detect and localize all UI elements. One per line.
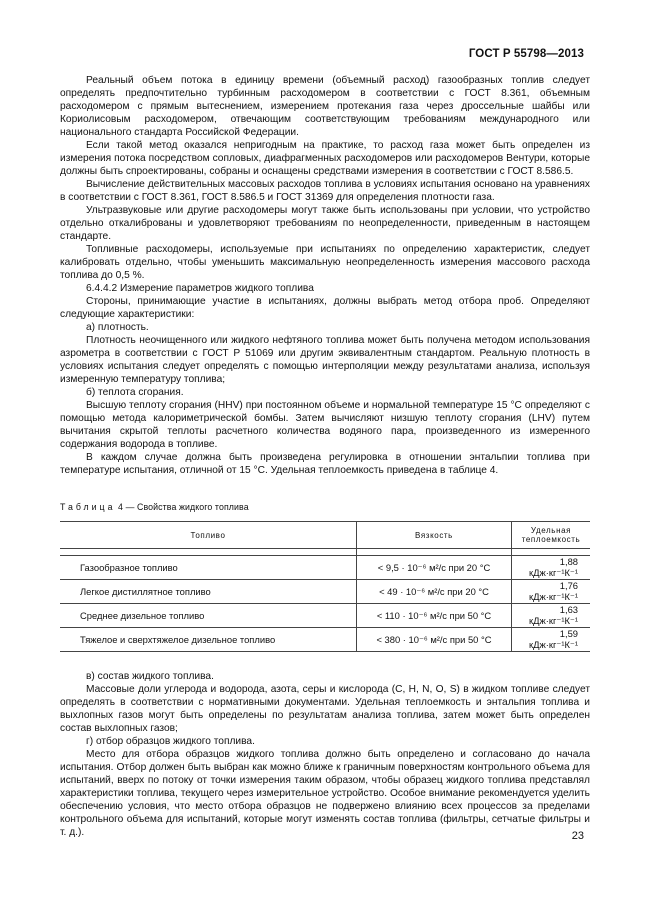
cell-heat-capacity: 1,59 кДж·кг⁻¹К⁻¹ [512,628,591,652]
table-caption [60,502,590,512]
cell-viscosity: < 9,5 · 10⁻⁶ м²/с при 20 °С [357,556,512,580]
cell-heat-capacity: 1,76 кДж·кг⁻¹К⁻¹ [512,580,591,604]
table-header-row [60,522,590,549]
paragraph: Стороны, принимающие участие в испытаниях, должны выбрать метод отбора проб. Определяют следующие характеристики: [60,296,590,320]
cell-viscosity: < 380 · 10⁻⁶ м²/с при 50 °С [357,628,512,652]
cell-viscosity: < 110 · 10⁻⁶ м²/с при 50 °С [357,604,512,628]
column-header-heat-capacity: Удельная теплоемкость [512,522,591,549]
cell-heat-capacity: 1,88 кДж·кг⁻¹К⁻¹ [512,556,591,580]
section-heading: 6.4.4.2 Измерение параметров жидкого топлива [86,283,314,294]
paragraph: Топливные расходомеры, используемые при испытаниях по определению характеристик, следует калибровать отдельно, чтобы уменьшить максимальную неопределенность измерения массового расхода топлива до 0,5 %. [60,244,590,281]
table-row [60,604,590,628]
paragraph: Массовые доли углерода и водорода, азота, серы и кислорода (C, H, N, O, S) в жидком топливе следует определять в соответствии с нормативными документами. Удельная теплоемкость и энтальпия топлива и выхлопных газов могут быть определены по результатам анализа топлива, затем может быть определен состав выхлопных газов; [60,684,590,734]
fuel-properties-table [60,521,590,652]
paragraph: Вычисление действительных массовых расходов топлива в условиях испытания основано на уравнениях в соответствии с ГОСТ 8.361, ГОСТ 8.586.5 и ГОСТ 31369 для определения плотности газа. [60,179,590,203]
paragraph: Ультразвуковые или другие расходомеры могут также быть использованы при условии, что устройство отдельно откалиброваны и удовлетворяют требованиям по неопределенности, приведенным в настоящем стандарте. [60,205,590,242]
cell-heat-capacity: 1,63 кДж·кг⁻¹К⁻¹ [512,604,591,628]
table-row [60,556,590,580]
paragraph: Плотность неочищенного или жидкого нефтяного топлива может быть получена методом использования азрометра в соответствии с ГОСТ Р 51069 или другим эквивалентным стандартом. Реальную плотность в условиях испытания следует определять с помощью интерполяции между результатами анализа, используя измеренную температуру топлива; [60,335,590,385]
paragraph: Если такой метод оказался непригодным на практике, то расход газа может быть определен из измерения потока посредством сопловых, диафрагменных расходомеров или расходомеров Вентури, которые должны быть спроектированы, собраны и оснащены средствами измерения в соответствии с ГОСТ 8.586.5. [60,140,590,177]
list-item: г) отбор образцов жидкого топлива. [86,736,255,747]
page-body [60,74,590,839]
cell-fuel: Тяжелое и сверхтяжелое дизельное топливо [60,628,357,652]
list-item: б) теплота сгорания. [86,387,184,398]
table-row [60,580,590,604]
table-row [60,628,590,652]
column-header-fuel: Топливо [60,522,357,549]
page-number: 23 [571,830,584,842]
paragraph: Реальный объем потока в единицу времени (объемный расход) газообразных топлив следует определять предпочтительно турбинным расходомером в соответствии с ГОСТ 8.361, объемным расходомером с прямым вытеснением, измерением протекания газа через дроссельные шайбы или Кориолисовым расходомером, отвечающим соответствующим требованиям международного или национального стандарта Российской Федерации. [60,75,590,138]
paragraph: В каждом случае должна быть произведена регулировка в отношении энтальпии топлива при температуре испытания, отличной от 15 °С. Удельная теплоемкость приведена в таблице 4. [60,452,590,476]
cell-fuel: Среднее дизельное топливо [60,604,357,628]
list-item: а) плотность. [86,322,149,333]
table-caption-title: 4 — Свойства жидкого топлива [118,502,249,512]
page-header-standard: ГОСТ Р 55798—2013 [468,48,584,60]
cell-fuel: Газообразное топливо [60,556,357,580]
cell-viscosity: < 49 · 10⁻⁶ м²/с при 20 °С [357,580,512,604]
paragraph: Место для отбора образцов жидкого топлива должно быть определено и согласовано до начала испытания. Отбор должен быть выбран как можно ближе к граничным поверхностям контрольного объема для испытаний, вверх по потоку от точки измерения таким образом, чтобы образец жидкого топлива представлял характеристики топлива, текущего через измерительное устройство. Особое внимание рекомендуется уделить обеспечению условия, что место отбора образцов не подвержено влиянию всех процессов за пределами контрольного объема для испытаний, которые могут изменять состав топлива (фильтры, сетчатые фильтры и т. д.). [60,749,590,838]
post-table-content [60,670,590,839]
list-item: в) состав жидкого топлива. [86,671,214,682]
table-spacer [60,549,590,556]
cell-fuel: Легкое дистиллятное топливо [60,580,357,604]
table-caption-prefix: Таблица [60,502,116,512]
paragraph: Высшую теплоту сгорания (HHV) при постоянном объеме и нормальной температуре 15 °С определяют с помощью метода калориметрической бомбы. Затем вычисляют низшую теплоту сгорания (LHV) путем вычитания скрытой теплоты расчетного количества водяного пара, произведенного из измеренного содержания водорода в топливе. [60,400,590,450]
column-header-viscosity: Вязкость [357,522,512,549]
